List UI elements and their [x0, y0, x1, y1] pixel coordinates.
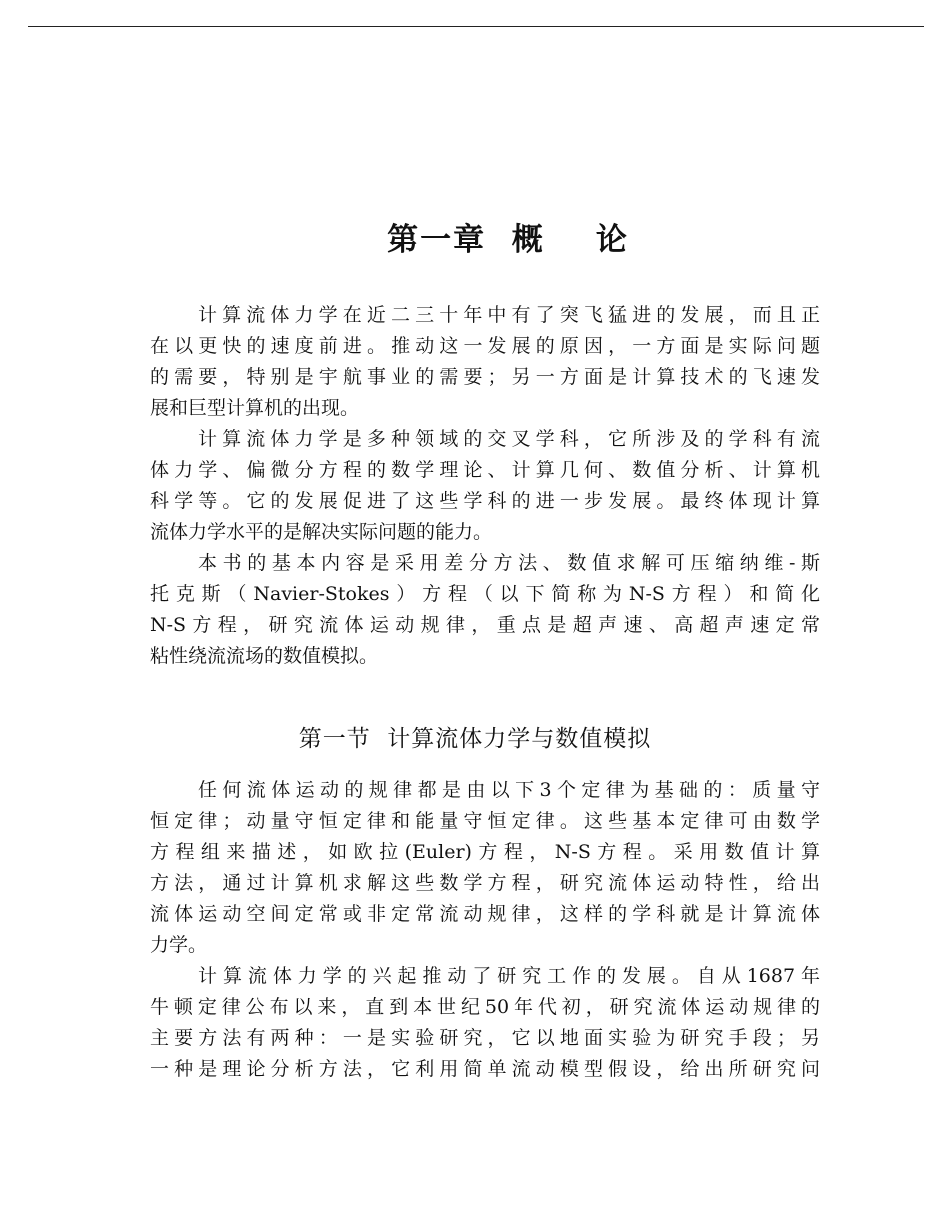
section-title: 第一节 计算流体力学与数值模拟 — [298, 726, 652, 752]
text-line: 恒定律；动量守恒定律和能量守恒定律。这些基本定律可由数学 — [150, 810, 820, 832]
text-line: 托克斯（Navier-Stokes）方程（以下简称为N-S方程）和简化 — [150, 583, 820, 605]
text-line: 方法，通过计算机求解这些数学方程，研究流体运动特性，给出 — [150, 872, 820, 894]
text-line: 主要方法有两种：一是实验研究，它以地面实验为研究手段；另 — [150, 1027, 820, 1049]
intro-paragraph-1 — [150, 300, 820, 424]
text-line: 流体力学水平的是解决实际问题的能力。 — [150, 521, 493, 543]
text-line: 本书的基本内容是采用差分方法、数值求解可压缩纳维-斯 — [198, 552, 820, 574]
text-line: 在以更快的速度前进。推动这一发展的原因，一方面是实际问题 — [150, 335, 820, 357]
text-line: 体力学、偏微分方程的数学理论、计算几何、数值分析、计算机 — [150, 459, 820, 481]
text-line: 粘性绕流流场的数值模拟。 — [150, 645, 379, 667]
text-line: 的需要，特别是宇航事业的需要；另一方面是计算技术的飞速发 — [150, 366, 820, 388]
text-line: 科学等。它的发展促进了这些学科的进一步发展。最终体现计算 — [150, 490, 820, 512]
text-line: N-S方程，研究流体运动规律，重点是超声速、高超声速定常 — [150, 614, 820, 636]
text-line: 展和巨型计算机的出现。 — [150, 397, 360, 419]
text-line: 力学。 — [150, 934, 208, 956]
intro-text — [150, 300, 820, 672]
text-line: 计算流体力学的兴起推动了研究工作的发展。自从1687年 — [198, 965, 820, 987]
text-line: 计算流体力学是多种领域的交叉学科，它所涉及的学科有流 — [198, 428, 820, 450]
header-rule — [28, 26, 924, 27]
intro-paragraph-2 — [150, 424, 820, 548]
text-line: 任何流体运动的规律都是由以下3个定律为基础的：质量守 — [198, 779, 820, 801]
section-paragraph-1 — [150, 775, 820, 961]
section-text — [150, 775, 820, 1085]
text-line: 一种是理论分析方法，它利用简单流动模型假设，给出所研究问 — [150, 1058, 820, 1080]
text-line: 方程组来描述，如欧拉(Euler)方程，N-S方程。采用数值计算 — [150, 841, 820, 863]
text-line: 计算流体力学在近二三十年中有了突飞猛进的发展，而且正 — [198, 304, 820, 326]
text-line: 流体运动空间定常或非定常流动规律，这样的学科就是计算流体 — [150, 903, 820, 925]
chapter-title: 第一章 概 论 — [387, 222, 629, 258]
section-paragraph-2 — [150, 961, 820, 1085]
text-line: 牛顿定律公布以来，直到本世纪50年代初，研究流体运动规律的 — [150, 996, 820, 1018]
intro-paragraph-3 — [150, 548, 820, 672]
